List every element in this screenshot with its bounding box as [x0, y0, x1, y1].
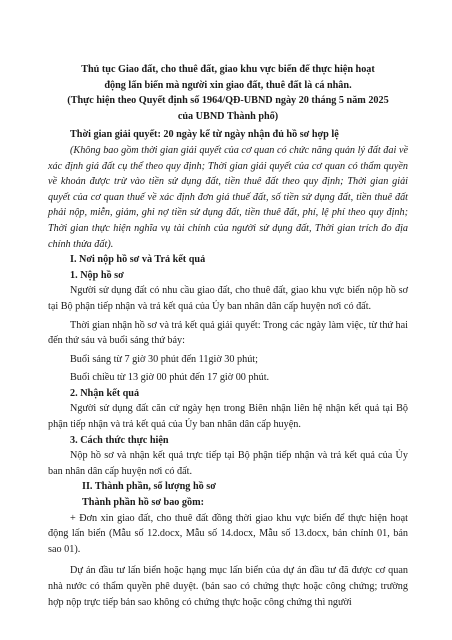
morning-hours: Buổi sáng từ 7 giờ 30 phút đến 11giờ 30 phút;: [70, 353, 258, 365]
decision-reference-line2: của UBND Thành phố): [177, 110, 279, 122]
submit-dossier-heading: 1. Nộp hồ sơ: [70, 269, 124, 281]
processing-time-note: (Không bao gồm thời gian giải quyết của cơ quan có chức năng quản lý đất đai về xác định giá đất cụ thể theo quy định; Thời gian giải quyết của cơ quan có thẩm quyền về khoản được trừ vào tiền sử dụng đất, tiền thuê đất theo quy định; Thời gian giải quyết của cơ quan thuế về xác định đơn giá thuế đất, số tiền sử dụng đất, tiền thuê đất phải nộp, miễn, giảm, ghi nợ tiền sử dụng đất, tiền thuê đất, phí, lệ phí theo quy định; Thời gian thực hiện nghĩa vụ tài chính của người sử dụng đất, Thời gian trích đo địa chính thửa đất).: [48, 144, 408, 250]
document-title-line1: Thủ tục Giao đất, cho thuê đất, giao khu vực biển để thực hiện hoạt: [81, 64, 375, 75]
submit-dossier-paragraph: Người sử dụng đất có nhu cầu giao đất, cho thuê đất, giao khu vực biển nộp hồ sơ tại Bộ phận tiếp nhận và trả kết quả của Ủy ban nhân dân cấp huyện nơi có đất.: [48, 285, 408, 312]
receive-result-heading: 2. Nhận kết quả: [70, 387, 140, 399]
investment-project-paragraph: Dự án đầu tư lấn biển hoặc hạng mục lấn biển của dự án đầu tư đã được cơ quan nhà nước có thẩm quyền phê duyệt. (bản sao có chứng thực hoặc công chứng; trường hợp nộp trực tiếp bản sao không có chứng thực hoặc công chứng thì người: [48, 565, 408, 608]
dossier-components-heading: Thành phần hồ sơ bao gồm:: [82, 497, 204, 509]
receive-result-paragraph: Người sử dụng đất căn cứ ngày hẹn trong Biên nhận liên hệ nhận kết quả tại Bộ phận tiếp nhận và trả kết quả của Ủy ban nhân dân cấp huyện.: [48, 403, 408, 431]
method-heading: 3. Cách thức thực hiện: [70, 434, 169, 446]
method-paragraph: Nộp hồ sơ và nhận kết quả trực tiếp tại Bộ phận tiếp nhận và trả kết quả của Ủy ban nhân dân cấp huyện nơi có đất.: [48, 450, 408, 477]
section2-heading: II. Thành phần, số lượng hồ sơ: [82, 481, 216, 493]
section1-heading: I. Nơi nộp hồ sơ và Trả kết quả: [70, 254, 206, 266]
document-title-line2: động lấn biển mà người xin giao đất, thuê đất là cá nhân.: [104, 79, 352, 91]
application-form-paragraph: + Đơn xin giao đất, cho thuê đất đồng thời giao khu vực biển để thực hiện hoạt động lấn biển (Mẫu số 12.docx, Mẫu số 14.docx, Mẫu số 13.docx, bản chính 01, bản sao 01).: [48, 512, 408, 555]
decision-reference-line1: (Thực hiện theo Quyết định số 1964/QĐ-UBND ngày 20 tháng 5 năm 2025: [67, 95, 389, 107]
working-hours-paragraph: Thời gian nhận hồ sơ và trả kết quả giải quyết: Trong các ngày làm việc, từ thứ hai đến thứ sáu và buổi sáng thứ bảy:: [48, 319, 408, 347]
afternoon-hours: Buổi chiều từ 13 giờ 00 phút đến 17 giờ 00 phút.: [70, 372, 270, 384]
processing-time-heading: Thời gian giải quyết: 20 ngày kể từ ngày nhận đủ hồ sơ hợp lệ: [70, 129, 339, 141]
